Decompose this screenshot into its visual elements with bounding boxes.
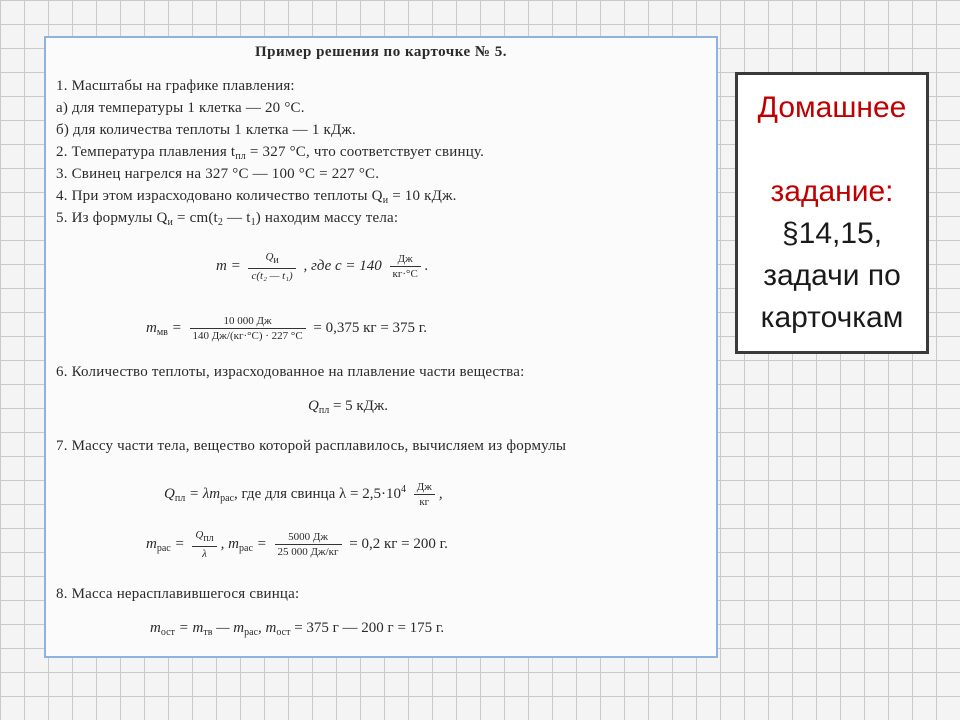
formula-mras: $m_{рас}$ = $\frac{\text{Qпл}}{\lambda}$ , $m_{рас}$ = $\frac{5000 Дж}{25 000 Дж/кг}$ = 0,2 кг = 200 г. <box>146 529 448 560</box>
homework-cards: карточкам <box>760 301 904 334</box>
solution-card <box>44 36 718 658</box>
line-1a: а) для температуры 1 клетка — 20 °С. <box>56 100 305 116</box>
line-4: 4. При этом израсходовано количество теплоты $Q_и = 10$ кДж. <box>56 188 457 206</box>
line-5: 5. Из формулы $Q_и = cm(t_2$ — $t_1$) находим массу тела: <box>56 210 399 228</box>
homework-tasks: задачи по <box>763 259 901 292</box>
line-7: 7. Массу части тела, вещество которой расплавилось, вычисляем из формулы <box>56 438 567 454</box>
line-1: 1. Масштабы на графике плавления: <box>56 78 295 94</box>
formula-mass: m = $\frac{Qи}{\text{c(t₂ — t₁)}}$ , где c = 140 $\frac{Дж}{кг\cdot^\circ С}$ . <box>216 251 429 282</box>
formula-mmv: $m_{мв}$ = $\frac{10 000 Дж}{140 Дж/(кг\cdot^\circ С) \cdot 227 ^\circ С}$ = 0,375 кг = 375 г. <box>146 315 427 342</box>
line-1b: б) для количества теплоты 1 клетка — 1 кДж. <box>56 122 356 138</box>
formula-qpl: $Q_{пл} = 5$ кДж. <box>308 398 389 416</box>
formula-lambda: $Q_{пл} = \lambda m_{рас}$, где для свинца $\lambda = 2,5\cdot 10^4$ $\frac{Дж}{кг}$ , <box>164 481 443 508</box>
homework-paragraphs: §14,15, <box>781 217 883 250</box>
line-6: 6. Количество теплоты, израсходованное на плавление части вещества: <box>56 364 525 380</box>
homework-label: задание: <box>770 175 894 208</box>
formula-most: $m_{ост} = m_{тв}$ — $m_{рас}$, $m_{ост} = 375$ г — 200 г = 175 г. <box>150 620 445 638</box>
line-2: 2. Температура плавления $t_{пл} = 327$ °С, что соответствует свинцу. <box>56 144 485 162</box>
line-8: 8. Масса нерасплавившегося свинца: <box>56 586 300 602</box>
line-3: 3. Свинец нагрелся на 327 °С — 100 °С = 227 °С. <box>56 166 380 182</box>
homework-box <box>735 72 929 354</box>
homework-heading: Домашнее <box>757 91 907 124</box>
card-title: Пример решения по карточке № 5. <box>254 44 508 60</box>
